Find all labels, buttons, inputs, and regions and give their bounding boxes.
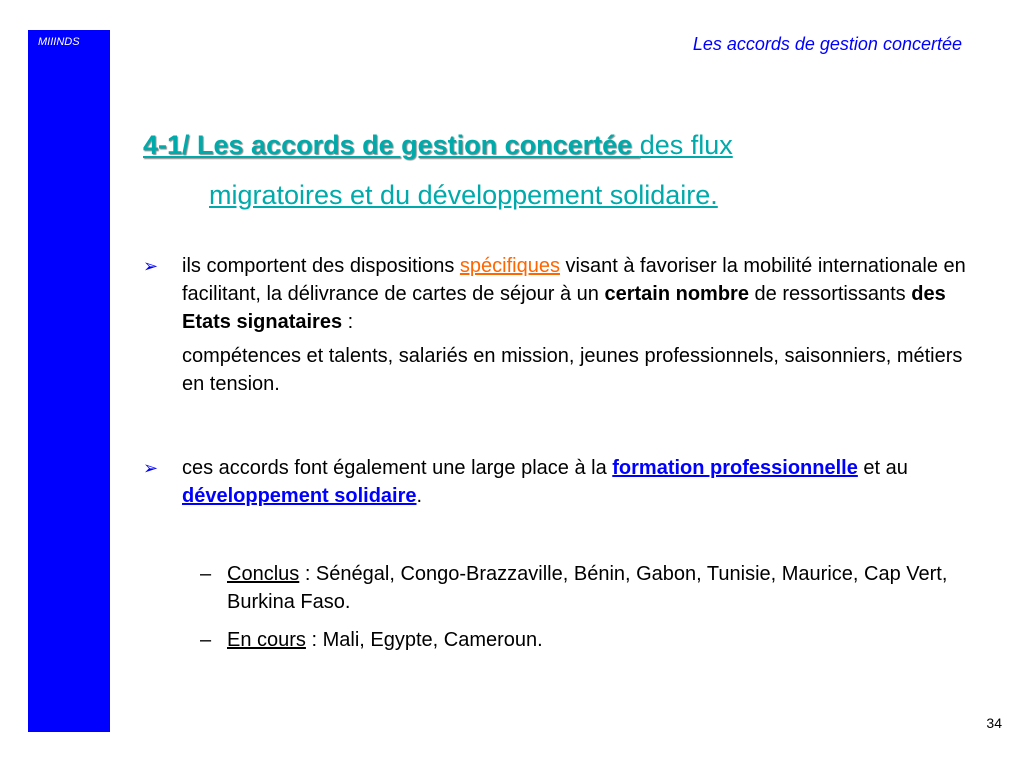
bullet-text-1 <box>182 252 973 336</box>
conclus-label: Conclus <box>227 563 300 585</box>
en-cours-label: En cours <box>227 629 306 651</box>
sub-item-en-cours <box>200 626 960 654</box>
bullet2-pre: ces accords font également une large place à la <box>182 457 613 479</box>
bullet-text-2 <box>182 454 973 510</box>
en-cours-text: : Mali, Egypte, Cameroun. <box>305 629 543 651</box>
bullet1-mid: visant à favoriser la mobilité internationale en facilitant, la délivrance de cartes de séjour à un <box>182 255 966 305</box>
dash-marker: – <box>200 563 212 585</box>
developpement-solidaire-link[interactable]: développement solidaire <box>182 485 417 507</box>
slide-heading <box>143 120 943 220</box>
dash-marker: – <box>200 629 212 651</box>
sidebar-label: MIIINDS <box>38 36 80 48</box>
page-number: 34 <box>986 715 1002 731</box>
arrow-bullet-icon: ➢ <box>143 458 159 478</box>
heading-line2: migratoires et du développement solidaire. <box>209 180 718 210</box>
sub-item-conclus <box>200 560 960 616</box>
bullet2-end: . <box>416 485 423 507</box>
bullet1-pre: ils comportent des dispositions <box>182 255 460 277</box>
sub-item-text <box>227 560 960 616</box>
heading-part2: des flux <box>639 130 733 160</box>
bullet2-mid: et au <box>857 457 908 479</box>
formation-professionnelle-link[interactable]: formation professionnelle <box>612 457 858 479</box>
bullet-item-1 <box>143 252 973 398</box>
bullet1-sub-paragraph: compétences et talents, salariés en mission, jeunes professionnels, saisonniers, métiers en tension. <box>182 345 963 395</box>
bullet1-bold1: certain nombre <box>604 283 749 305</box>
arrow-bullet-icon: ➢ <box>143 256 159 276</box>
bullet1-bold2: des Etats signataires <box>182 283 946 333</box>
sub-item-text <box>227 626 960 654</box>
bullet1-end: : <box>342 311 354 333</box>
conclus-text: : Sénégal, Congo-Brazzaville, Bénin, Gabon, Tunisie, Maurice, Cap Vert, Burkina Faso. <box>227 563 948 613</box>
bullet1-mid2: de ressortissants <box>748 283 912 305</box>
specifiques-link[interactable]: spécifiques <box>459 255 560 277</box>
heading-part1: 4-1/ Les accords de gestion concertée <box>143 130 640 160</box>
sidebar-bar <box>28 30 110 732</box>
header-title: Les accords de gestion concertée <box>692 34 962 54</box>
bullet-item-2 <box>143 454 973 510</box>
